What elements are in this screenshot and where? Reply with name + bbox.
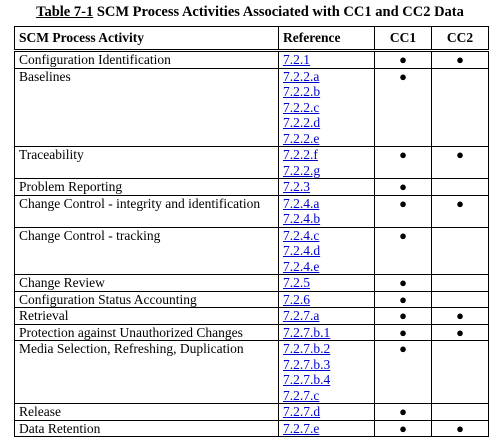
activity-cell: Release	[15, 404, 279, 421]
cc1-bullet-icon: ●	[399, 179, 407, 194]
activity-cell: Traceability	[15, 147, 279, 179]
reference-link[interactable]: 7.2.7.d	[283, 404, 321, 419]
table-caption	[0, 3, 500, 21]
cc2-cell	[432, 308, 489, 325]
activity-cell: Baselines	[15, 68, 279, 147]
reference-link[interactable]: 7.2.7.b.3	[283, 356, 331, 372]
table-row	[15, 308, 489, 325]
reference-link[interactable]: 7.2.1	[283, 52, 310, 67]
cc2-cell	[432, 147, 489, 179]
reference-link[interactable]: 7.2.4.e	[283, 258, 320, 274]
cc1-cell	[375, 308, 432, 325]
cc1-cell	[375, 324, 432, 341]
reference-link[interactable]: 7.2.7.b.4	[283, 372, 331, 387]
activity-cell: Data Retention	[15, 420, 279, 437]
table-row	[15, 195, 489, 227]
reference-link[interactable]: 7.2.7.e	[283, 420, 320, 436]
activity-cell: Protection against Unauthorized Changes	[15, 324, 279, 341]
activity-cell: Configuration Identification	[15, 51, 279, 69]
reference-link[interactable]: 7.2.4.b	[283, 211, 321, 226]
reference-cell	[279, 291, 375, 308]
table-header-row	[15, 27, 489, 51]
cc1-bullet-icon: ●	[399, 147, 407, 162]
reference-cell	[279, 147, 375, 179]
cc2-cell	[432, 404, 489, 421]
cc1-bullet-icon: ●	[399, 308, 407, 323]
table-row	[15, 341, 489, 404]
table-row	[15, 420, 489, 437]
cc1-cell	[375, 195, 432, 227]
reference-link[interactable]: 7.2.6	[283, 291, 310, 307]
cc1-cell	[375, 68, 432, 147]
reference-link[interactable]: 7.2.5	[283, 275, 310, 290]
cc2-cell	[432, 68, 489, 147]
cc2-bullet-icon: ●	[456, 147, 464, 162]
reference-cell	[279, 179, 375, 196]
reference-link[interactable]: 7.2.7.b.1	[283, 324, 331, 340]
activity-cell: Change Control - tracking	[15, 227, 279, 275]
cc1-cell	[375, 291, 432, 308]
reference-cell	[279, 308, 375, 325]
reference-link[interactable]: 7.2.4.c	[283, 227, 320, 243]
cc1-cell	[375, 147, 432, 179]
cc1-cell	[375, 51, 432, 69]
table-row	[15, 51, 489, 69]
activity-cell: Retrieval	[15, 308, 279, 325]
reference-cell	[279, 275, 375, 292]
cc1-bullet-icon: ●	[399, 227, 407, 243]
cc1-bullet-icon: ●	[399, 52, 407, 67]
cc1-bullet-icon: ●	[399, 291, 407, 307]
cc1-bullet-icon: ●	[399, 341, 407, 356]
cc2-cell	[432, 324, 489, 341]
reference-link[interactable]: 7.2.7.b.2	[283, 341, 331, 356]
reference-link[interactable]: 7.2.4.d	[283, 243, 321, 258]
table-row	[15, 68, 489, 147]
header-cc2: CC2	[432, 27, 489, 51]
cc2-bullet-icon: ●	[456, 195, 464, 211]
cc2-cell	[432, 227, 489, 275]
reference-link[interactable]: 7.2.2.g	[283, 162, 321, 178]
header-reference: Reference	[279, 27, 375, 51]
cc2-cell	[432, 341, 489, 404]
activity-cell: Change Control - integrity and identification	[15, 195, 279, 227]
cc1-bullet-icon: ●	[399, 404, 407, 419]
cc2-bullet-icon: ●	[456, 308, 464, 323]
table-row	[15, 404, 489, 421]
cc2-cell	[432, 51, 489, 69]
reference-cell	[279, 420, 375, 437]
reference-link[interactable]: 7.2.2.a	[283, 68, 320, 84]
cc1-bullet-icon: ●	[399, 275, 407, 290]
table-row	[15, 147, 489, 179]
reference-link[interactable]: 7.2.7.a	[283, 308, 320, 323]
activity-cell: Problem Reporting	[15, 179, 279, 196]
table-row	[15, 227, 489, 275]
reference-cell	[279, 51, 375, 69]
cc2-cell	[432, 195, 489, 227]
cc1-cell	[375, 275, 432, 292]
cc1-cell	[375, 404, 432, 421]
cc1-cell	[375, 179, 432, 196]
cc1-cell	[375, 420, 432, 437]
table-caption-label: Table 7-1	[36, 4, 94, 20]
reference-link[interactable]: 7.2.2.b	[283, 84, 321, 99]
header-activity: SCM Process Activity	[15, 27, 279, 51]
activity-cell: Configuration Status Accounting	[15, 291, 279, 308]
cc2-bullet-icon: ●	[456, 52, 464, 67]
reference-cell	[279, 404, 375, 421]
table-row	[15, 291, 489, 308]
reference-cell	[279, 324, 375, 341]
reference-link[interactable]: 7.2.2.c	[283, 99, 320, 115]
cc1-bullet-icon: ●	[399, 420, 407, 436]
reference-link[interactable]: 7.2.4.a	[283, 195, 320, 211]
header-cc1: CC1	[375, 27, 432, 51]
cc2-cell	[432, 275, 489, 292]
cc2-cell	[432, 179, 489, 196]
cc1-cell	[375, 341, 432, 404]
cc2-cell	[432, 420, 489, 437]
reference-link[interactable]: 7.2.3	[283, 179, 310, 194]
cc1-bullet-icon: ●	[399, 195, 407, 211]
cc2-bullet-icon: ●	[456, 420, 464, 436]
table-body	[15, 51, 489, 437]
cc1-bullet-icon: ●	[399, 68, 407, 84]
table-caption-text: SCM Process Activities Associated with CC1 and CC2 Data	[93, 4, 464, 20]
reference-cell	[279, 227, 375, 275]
reference-link[interactable]: 7.2.2.d	[283, 115, 321, 130]
activity-cell: Change Review	[15, 275, 279, 292]
reference-link[interactable]: 7.2.2.e	[283, 130, 320, 146]
reference-link[interactable]: 7.2.2.f	[283, 147, 318, 162]
table-row	[15, 275, 489, 292]
activity-cell: Media Selection, Refreshing, Duplication	[15, 341, 279, 404]
cc2-cell	[432, 291, 489, 308]
scm-activities-table	[14, 26, 489, 437]
table-row	[15, 324, 489, 341]
cc1-bullet-icon: ●	[399, 324, 407, 340]
cc2-bullet-icon: ●	[456, 324, 464, 340]
table-row	[15, 179, 489, 196]
cc1-cell	[375, 227, 432, 275]
reference-cell	[279, 195, 375, 227]
reference-cell	[279, 68, 375, 147]
reference-cell	[279, 341, 375, 404]
reference-link[interactable]: 7.2.7.c	[283, 387, 320, 403]
